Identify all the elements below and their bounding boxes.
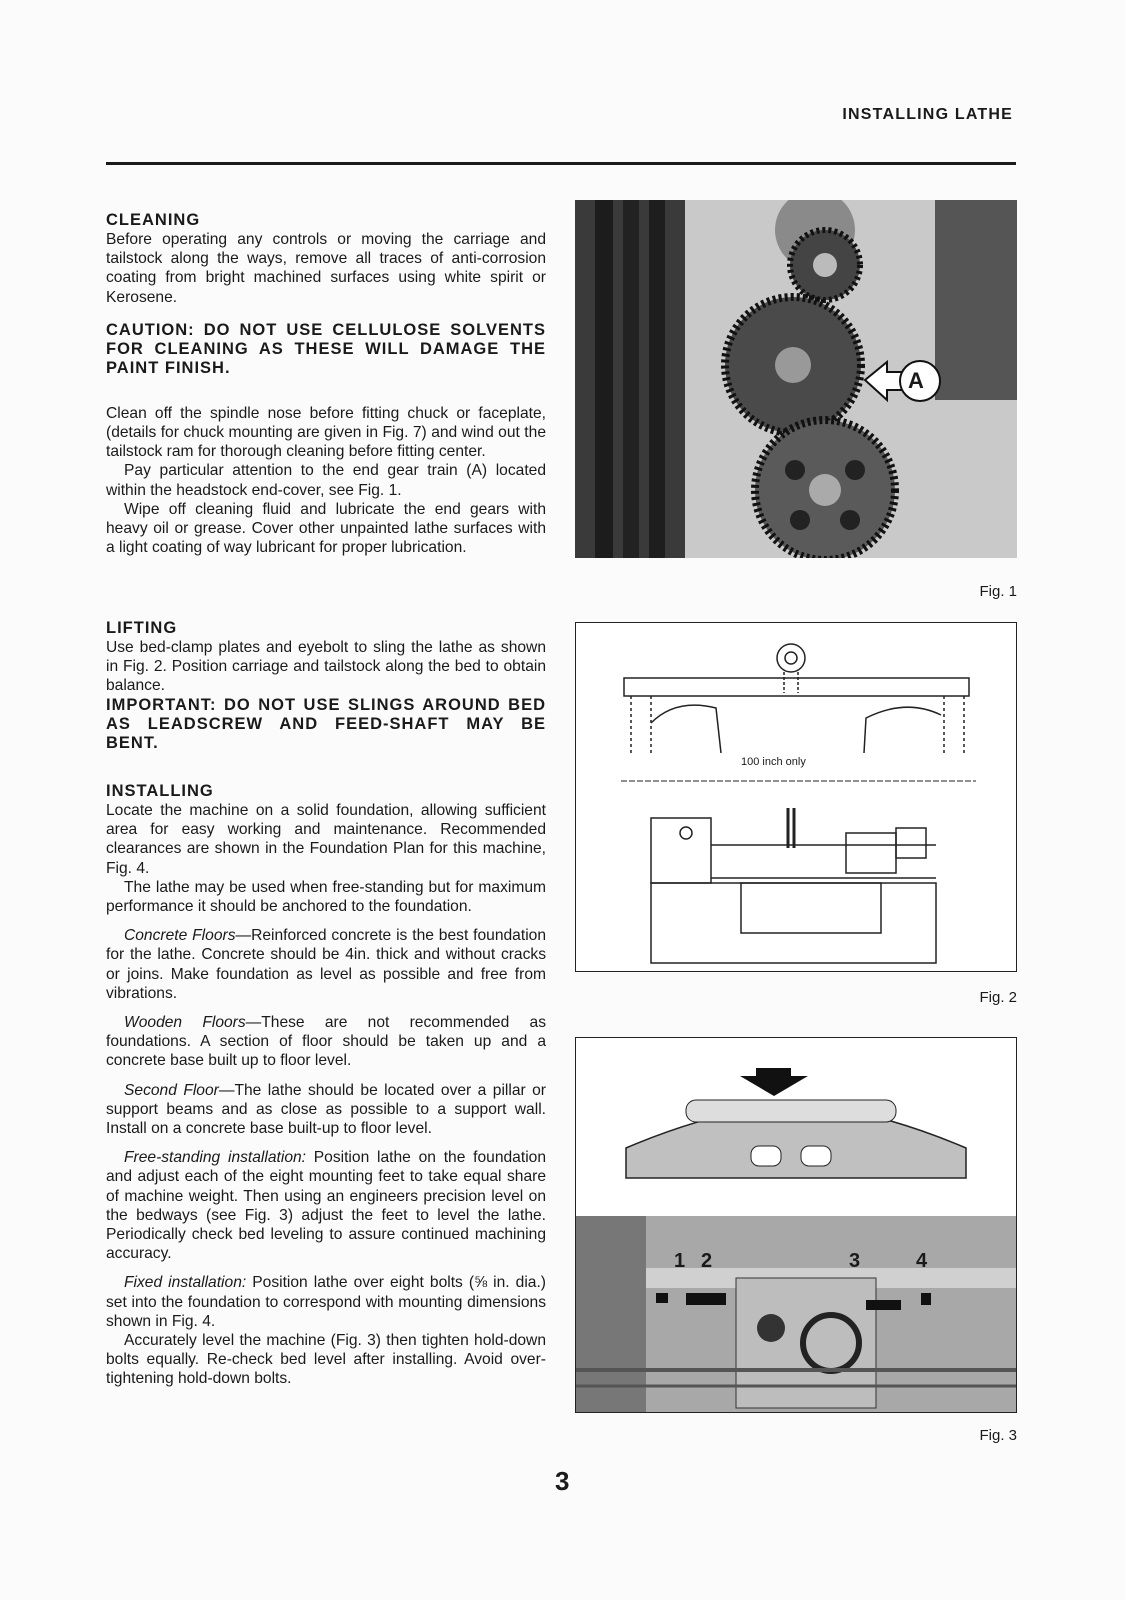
wooden-floors-paragraph: Wooden Floors—These are not recommended as foundations. A section of floor should be taken up and a concrete base built up to floor level. xyxy=(106,1014,546,1070)
lifting-note: 100 inch only xyxy=(741,756,806,768)
figure-1-caption: Fig. 1 xyxy=(979,583,1017,600)
second-floor-paragraph: Second Floor—The lathe should be located over a pillar or support beams and as close as possible to a support wall. Install on a concrete base built-up to floor level. xyxy=(106,1081,547,1138)
gear-train-illustration xyxy=(575,200,1017,558)
installing-paragraph: Accurately level the machine (Fig. 3) then tighten hold-down bolts equally. Re-check bed level after installing. Avoid over-tightening hold-down bolts. xyxy=(106,1332,546,1388)
leveling-illustration xyxy=(576,1038,1016,1412)
callout-a: A xyxy=(908,368,924,393)
cleaning-paragraph: Before operating any controls or moving the carriage and tailstock along the ways, remove all traces of anti-corrosion coating from bright machined surfaces using white spirit or Kerosene. xyxy=(106,231,546,306)
caution-notice: CAUTION: DO NOT USE CELLULOSE SOLVENTS FOR CLEANING AS THESE WILL DAMAGE THE PAINT FINISH. xyxy=(106,320,546,377)
free-standing-paragraph: Free-standing installation: Position lathe on the foundation and adjust each of the eight mounting feet to take equal share of machine weight. Then using an engineers precision level on the bedways (see Fig. 3) adjust the feet to level the lathe. Periodically check bed leveling to assure continued machining accuracy. xyxy=(106,1149,546,1263)
important-notice: IMPORTANT: DO NOT USE SLINGS AROUND BED AS LEADSCREW AND FEED-SHAFT MAY BE BENT. xyxy=(106,695,546,752)
cleaning-heading: CLEANING xyxy=(106,211,201,229)
cleaning-paragraph: Pay particular attention to the end gear train (A) located within the headstock end-cover, see Fig. 1. xyxy=(106,462,546,499)
figure-2-lifting-diagram xyxy=(575,622,1017,972)
lifting-heading: LIFTING xyxy=(106,619,178,637)
marker-3: 3 xyxy=(849,1250,861,1272)
cleaning-section xyxy=(106,210,546,557)
figure-3-caption: Fig. 3 xyxy=(979,1427,1017,1444)
cleaning-paragraph: Wipe off cleaning fluid and lubricate the end gears with heavy oil or grease. Cover other unpainted lathe surfaces with a light coating of way lubricant for proper lubrication. xyxy=(106,500,546,557)
lifting-diagram-illustration xyxy=(576,623,1016,971)
figure-3-leveling-photo xyxy=(575,1037,1017,1413)
fixed-installation-paragraph: Fixed installation: Position lathe over eight bolts (⅝ in. dia.) set into the foundation to correspond with mounting dimensions shown in Fig. 4. xyxy=(106,1274,546,1330)
figure-1-gear-train-photo xyxy=(575,200,1017,558)
installing-paragraph: The lathe may be used when free-standing but for maximum performance it should be anchored to the foundation. xyxy=(106,878,546,916)
marker-1: 1 xyxy=(674,1250,686,1272)
running-header: INSTALLING LATHE xyxy=(842,106,1013,123)
header-rule xyxy=(106,162,1016,165)
lifting-section xyxy=(106,618,546,753)
page-number: 3 xyxy=(555,1466,570,1496)
lifting-paragraph: Use bed-clamp plates and eyebolt to sling the lathe as shown in Fig. 2. Position carriage and tailstock along the bed to obtain balance. xyxy=(106,639,546,695)
marker-2: 2 xyxy=(701,1250,713,1272)
cleaning-paragraph: Clean off the spindle nose before fitting chuck or faceplate, (details for chuck mounting are given in Fig. 7) and wind out the tailstock ram for thorough cleaning before fitting center. xyxy=(106,404,546,461)
installing-paragraph: Locate the machine on a solid foundation, allowing sufficient area for easy working and maintenance. Recommended clearances are shown in the Foundation Plan for this machine, Fig. 4. xyxy=(106,802,546,877)
figure-2-caption: Fig. 2 xyxy=(979,989,1017,1006)
installing-heading: INSTALLING xyxy=(106,782,214,800)
installing-section xyxy=(106,781,546,1389)
marker-4: 4 xyxy=(916,1250,928,1272)
concrete-floors-paragraph: Concrete Floors—Reinforced concrete is the best foundation for the lathe. Concrete should be 4in. thick and without cracks or joins. Make foundation as level as possible and free from vibrations. xyxy=(106,927,546,1002)
